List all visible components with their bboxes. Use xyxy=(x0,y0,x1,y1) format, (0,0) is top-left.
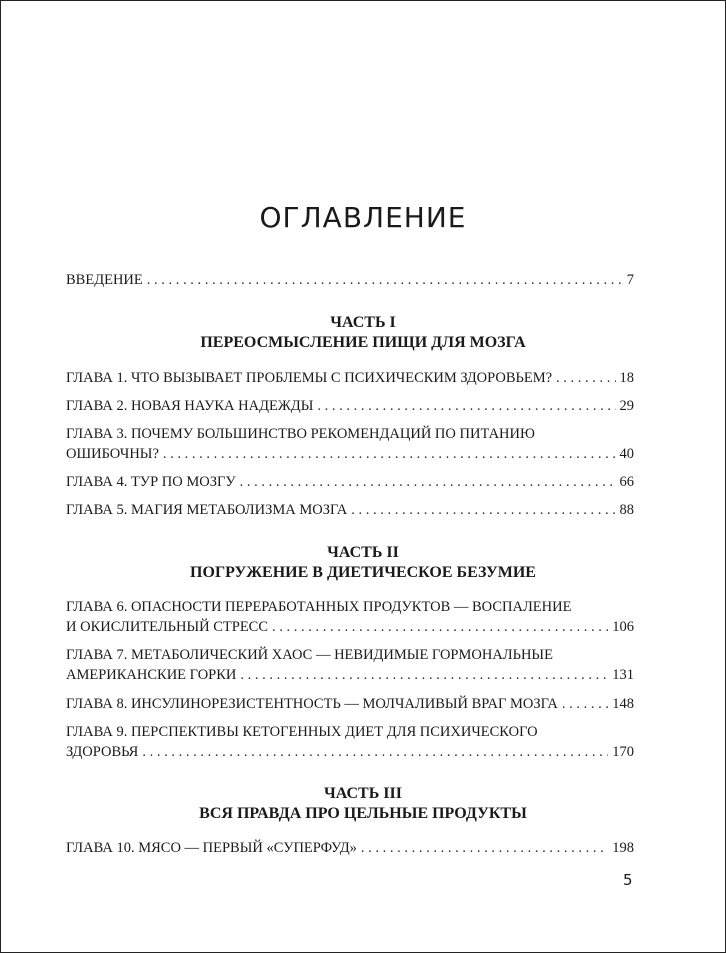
toc-entry-chapter-9[interactable] xyxy=(66,743,634,761)
toc-entry-chapter-7-line1[interactable]: ГЛАВА 7. МЕТАБОЛИЧЕСКИЙ ХАОС — НЕВИДИМЫЕ ГОРМОНАЛЬНЫЕ xyxy=(66,647,553,663)
toc-entry-label: ЗДОРОВЬЯ xyxy=(66,744,139,760)
toc-entry-page: 198 xyxy=(612,840,634,856)
dot-leader xyxy=(240,666,608,684)
page-title: ОГЛАВЛЕНИЕ xyxy=(259,201,467,234)
toc-entry-label: ГЛАВА 4. ТУР ПО МОЗГУ xyxy=(66,474,236,490)
toc-entry-chapter-2[interactable] xyxy=(66,397,634,415)
dot-leader xyxy=(240,473,616,491)
toc-entry-chapter-6-line1[interactable]: ГЛАВА 6. ОПАСНОСТИ ПЕРЕРАБОТАННЫХ ПРОДУКТОВ — ВОСПАЛЕНИЕ xyxy=(66,599,572,615)
toc-entry-page: 106 xyxy=(612,619,634,635)
page-number: 5 xyxy=(623,871,633,889)
toc-entry-intro[interactable] xyxy=(66,271,634,289)
toc-entry-page: 88 xyxy=(619,502,634,518)
dot-leader xyxy=(272,618,608,636)
part-label: ЧАСТЬ I xyxy=(330,314,396,331)
dot-leader xyxy=(351,501,615,519)
part-label: ЧАСТЬ II xyxy=(327,544,399,561)
toc-entry-page: 131 xyxy=(612,667,634,683)
dot-leader xyxy=(163,445,616,463)
dot-leader xyxy=(556,369,615,387)
dot-leader xyxy=(361,839,608,857)
toc-entry-chapter-8[interactable] xyxy=(66,695,634,713)
toc-entry-page: 148 xyxy=(612,696,634,712)
toc-entry-chapter-3[interactable] xyxy=(66,445,634,463)
toc-entry-label: И ОКИСЛИТЕЛЬНЫЙ СТРЕСС xyxy=(66,619,269,635)
toc-entry-chapter-4[interactable] xyxy=(66,473,634,491)
toc-entry-label: ВВЕДЕНИЕ xyxy=(66,272,143,288)
toc-entry-chapter-3-line1[interactable]: ГЛАВА 3. ПОЧЕМУ БОЛЬШИНСТВО РЕКОМЕНДАЦИЙ ПО ПИТАНИЮ xyxy=(66,426,535,442)
toc-entry-chapter-7[interactable] xyxy=(66,666,634,684)
part-title: ВСЯ ПРАВДА ПРО ЦЕЛЬНЫЕ ПРОДУКТЫ xyxy=(199,805,527,822)
toc-entry-page: 18 xyxy=(619,370,634,386)
toc-entry-label: ГЛАВА 5. МАГИЯ МЕТАБОЛИЗМА МОЗГА xyxy=(66,502,348,518)
toc-entry-chapter-5[interactable] xyxy=(66,501,634,519)
part-title: ПЕРЕОСМЫСЛЕНИЕ ПИЩИ ДЛЯ МОЗГА xyxy=(200,334,526,351)
toc-entry-page: 40 xyxy=(619,446,634,462)
dot-leader xyxy=(562,695,608,713)
part-label: ЧАСТЬ III xyxy=(324,785,402,802)
toc-entry-chapter-1[interactable] xyxy=(66,369,634,387)
dot-leader xyxy=(142,743,608,761)
toc-entry-label: ГЛАВА 10. МЯСО — ПЕРВЫЙ «СУПЕРФУД» xyxy=(66,840,357,856)
toc-entry-label: ГЛАВА 1. ЧТО ВЫЗЫВАЕТ ПРОБЛЕМЫ С ПСИХИЧЕСКИМ ЗДОРОВЬЕМ? xyxy=(66,370,553,386)
toc-entry-page: 66 xyxy=(619,474,634,490)
toc-entry-label: ГЛАВА 2. НОВАЯ НАУКА НАДЕЖДЫ xyxy=(66,398,314,414)
toc-entry-label: ГЛАВА 8. ИНСУЛИНОРЕЗИСТЕНТНОСТЬ — МОЛЧАЛИВЫЙ ВРАГ МОЗГА xyxy=(66,696,558,712)
toc-entry-page: 170 xyxy=(612,744,634,760)
toc-entry-chapter-9-line1[interactable]: ГЛАВА 9. ПЕРСПЕКТИВЫ КЕТОГЕННЫХ ДИЕТ ДЛЯ ПСИХИЧЕСКОГО xyxy=(66,724,538,740)
toc-entry-chapter-6[interactable] xyxy=(66,618,634,636)
toc-entry-label: ОШИБОЧНЫ? xyxy=(66,446,159,462)
dot-leader xyxy=(147,271,623,289)
toc-entry-page: 7 xyxy=(626,272,634,288)
toc-entry-page: 29 xyxy=(619,398,634,414)
toc-entry-chapter-10[interactable] xyxy=(66,839,634,857)
toc-entry-label: АМЕРИКАНСКИЕ ГОРКИ xyxy=(66,667,237,683)
dot-leader xyxy=(317,397,615,415)
part-title: ПОГРУЖЕНИЕ В ДИЕТИЧЕСКОЕ БЕЗУМИЕ xyxy=(190,564,536,581)
